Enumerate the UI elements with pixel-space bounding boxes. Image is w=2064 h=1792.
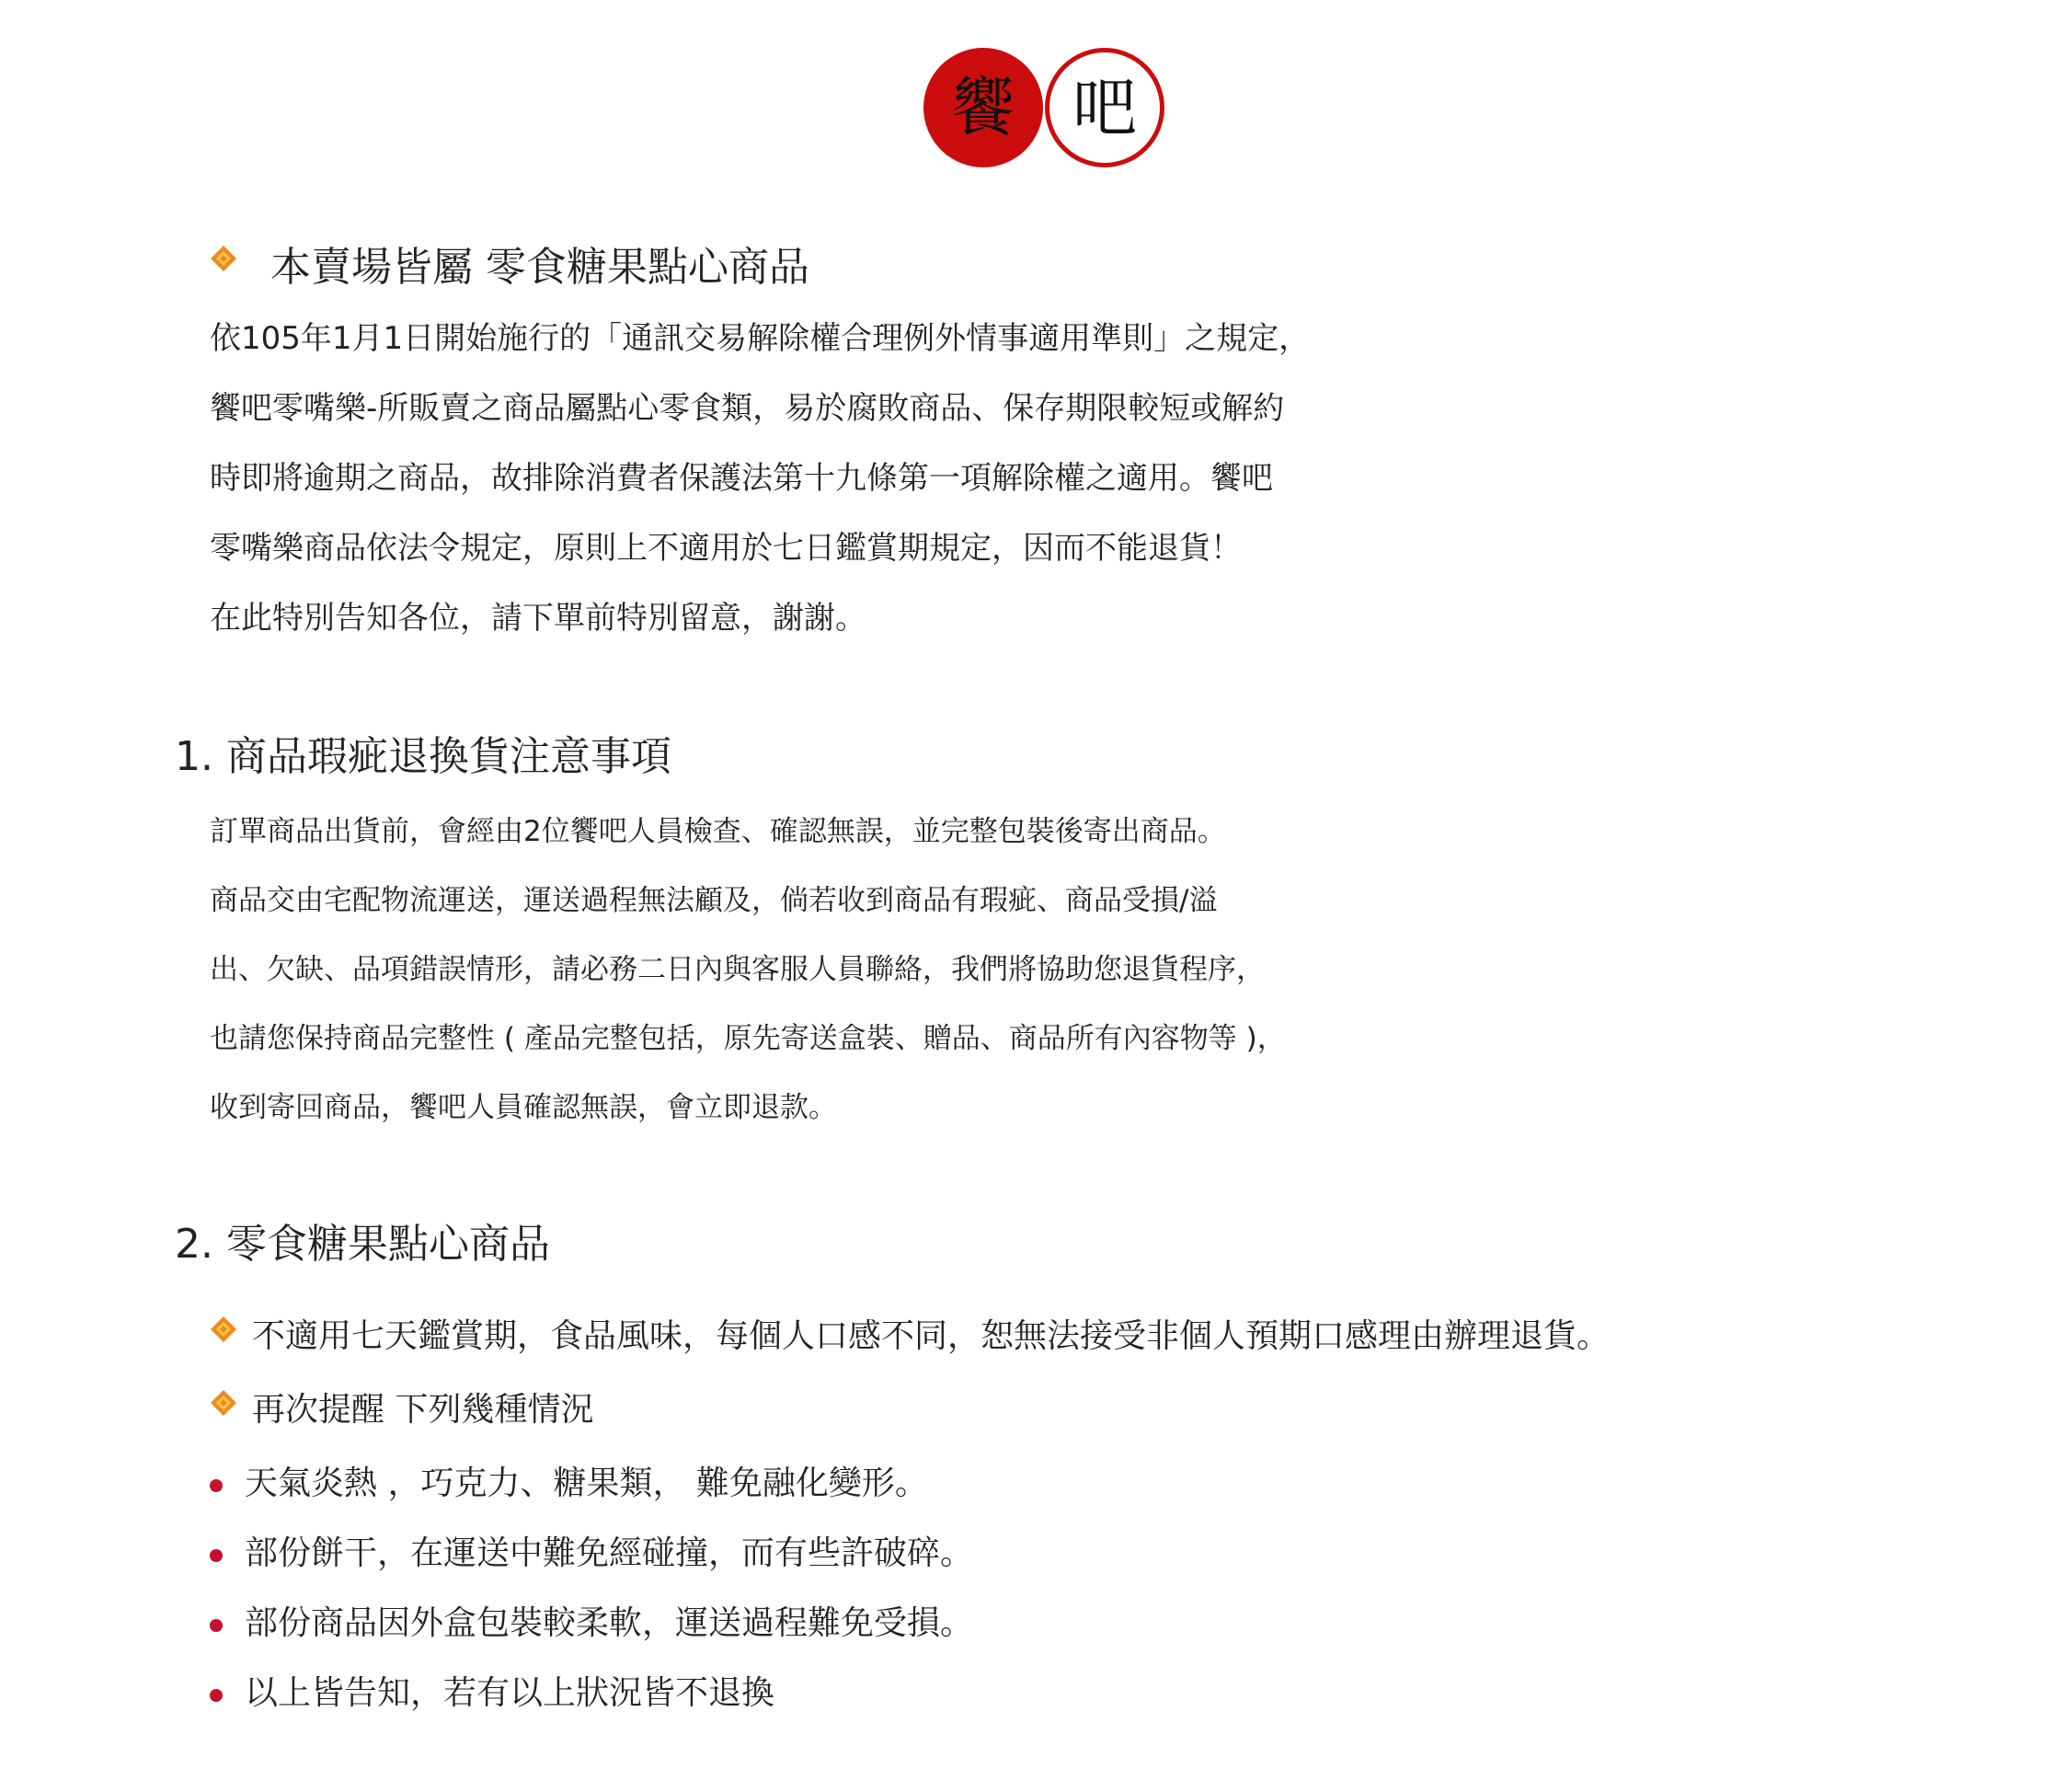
section1-heading: 1. 商品瑕疵退換貨注意事項 [175,733,671,780]
logo-char-right: 吧 [1045,48,1164,167]
logo-char-left: 饗 [923,48,1043,167]
intro-line-4: 零嘴樂商品依法令規定，原則上不適用於七日鑑賞期規定，因而不能退貨！ [210,530,1242,567]
diamond-icon [210,1315,237,1343]
intro-line-5: 在此特別告知各位，請下單前特別留意，謝謝。 [210,600,866,637]
intro-line-1: 依105年1月1日開始施行的「通訊交易解除權合理例外情事適用準則」之規定， [210,320,1311,357]
section2-bullet-1: 天氣炎熱 ，巧克力、糖果類， 難免融化變形。 [245,1465,928,1502]
section2-heading: 2. 零食糖果點心商品 [175,1221,550,1268]
section1-line-2: 商品交由宅配物流運送，運送過程無法顧及，倘若收到商品有瑕疵、商品受損/溢 [210,884,1218,917]
intro-line-3: 時即將逾期之商品，故排除消費者保護法第十九條第一項解除權之適用。饗吧 [210,460,1273,497]
bullet-dot [210,1619,223,1632]
section2-bullet-2: 部份餅干，在運送中難免經碰撞，而有些許破碎。 [245,1534,974,1572]
section2-note-2: 再次提醒 下列幾種情況 [252,1391,594,1429]
bullet-dot [210,1479,223,1492]
section2-bullet-3: 部份商品因外盒包裝較柔軟，運送過程難免受損。 [245,1604,974,1642]
section2-note-1: 不適用七天鑑賞期，食品風味，每個人口感不同，恕無法接受非個人預期口感理由辦理退貨。 [252,1317,1611,1355]
diamond-icon [210,1389,237,1417]
intro-line-2: 饗吧零嘴樂-所販賣之商品屬點心零食類，易於腐敗商品、保存期限較短或解約 [210,390,1285,427]
section1-line-5: 收到寄回商品，饗吧人員確認無誤，會立即退款。 [210,1091,837,1124]
bullet-dot [210,1549,223,1562]
brand-logo [923,48,1166,173]
section1-line-1: 訂單商品出貨前，會經由2位饗吧人員檢查、確認無誤，並完整包裝後寄出商品。 [210,815,1226,848]
section1-line-3: 出、欠缺、品項錯誤情形，請必務二日內與客服人員聯絡，我們將協助您退貨程序， [210,953,1265,986]
section1-line-4: 也請您保持商品完整性 ( 產品完整包括，原先寄送盒裝、贈品、商品所有內容物等 )， [210,1022,1286,1055]
section2-bullet-4: 以上皆告知，若有以上狀況皆不退換 [245,1674,775,1712]
bullet-dot [210,1689,223,1702]
diamond-icon [210,245,237,272]
intro-heading: 本賣場皆屬 零食糖果點心商品 [270,244,809,291]
